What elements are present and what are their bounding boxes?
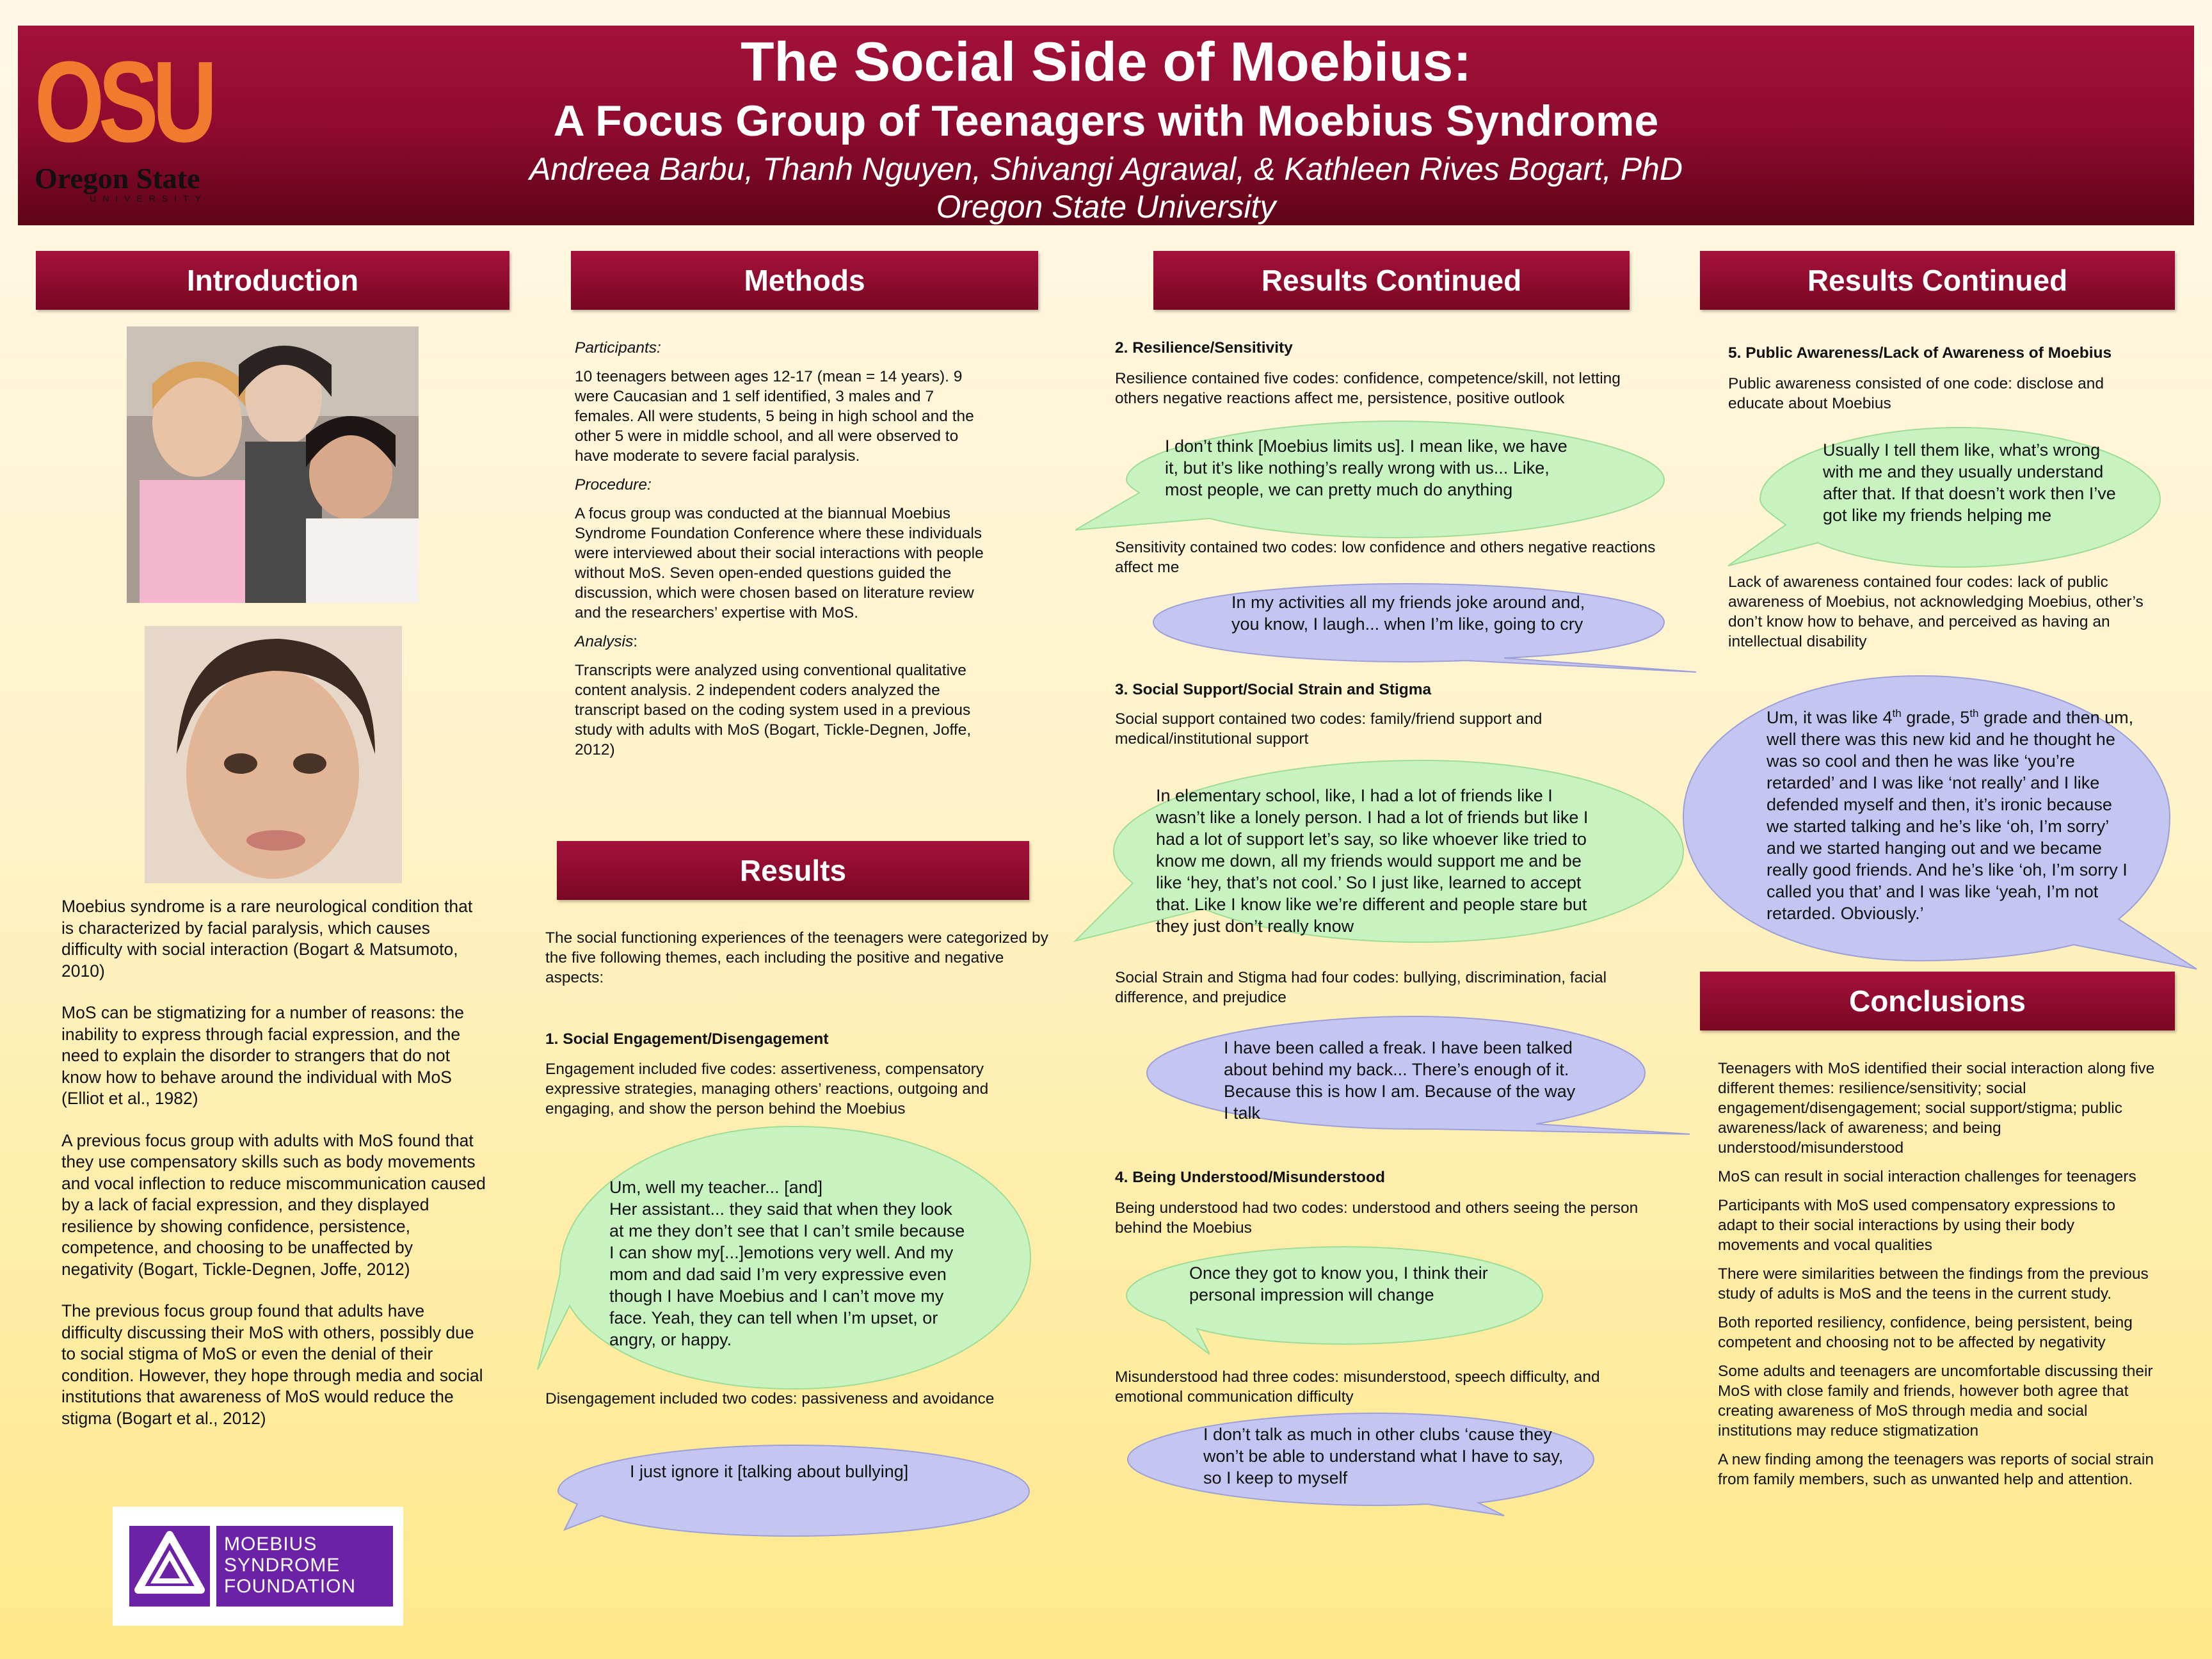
conclusion-item: There were similarities between the findings from the previous study of adults is MoS and the teens in the current study. [1718, 1265, 2149, 1302]
theme3-title: 3. Social Support/Social Strain and Stigma [1115, 681, 1432, 698]
theme5-title: 5. Public Awareness/Lack of Awareness of Moebius [1728, 344, 2112, 362]
conclusion-item: Participants with MoS used compensatory expressions to adapt to their social interactions by using their body movements and vocal qualities [1718, 1197, 2115, 1254]
quote-grade: Um, it was like 4th grade, 5th grade and then um, well there was this new kid and he thought he was so cool and then he was like ‘you’re retarded’ and I was like ‘not really’ and I like defended myself and then, it’s ironic because we started talking and he’s like ‘oh, I’m sorry’ and we started hanging out and we became really good friends. And he’s like ‘oh, I’m sorry I called you that’ and I was like ‘yeah, I’m not retarded. Obviously.’ [1767, 707, 2134, 923]
conclusion-item: MoS can result in social interaction challenges for teenagers [1718, 1168, 2136, 1185]
quote-freak: I have been called a freak. I have been talked about behind my back... There’s enough of it. Because this is how I am. Because of the way I talk [1224, 1038, 1576, 1123]
participants-label: Participants [575, 339, 657, 357]
poster-title: The Social Side of Moebius: [740, 31, 1472, 93]
conclusions-list [1718, 1059, 2157, 1498]
osu-sub: UNIVERSITY [90, 193, 208, 204]
quote-teacher: Um, well my teacher... [and] Her assistant... they said that when they look at me they don’t see that I can’t smile because I can show my[...]emotions very well. And my mom and dad said I’m very expressive even though I have Moebius and I can’t move my face. Yeah, they can tell when I’m upset, or angry, or happy. [609, 1178, 965, 1349]
intro-paragraph: Moebius syndrome is a rare neurological condition that is characterized by facial paralysis, which causes difficulty with social interaction (Bogart & Matsumoto, 2010) [61, 897, 473, 981]
moebius-foundation-logo [113, 1507, 403, 1626]
quote-elementary: In elementary school, like, I had a lot of friends like I wasn’t like a lonely person. I had a lot of friends but like I had a lot of support let’s say, so like whoever like tried to know me down, all my friends would support me and be like ‘hey, that’s not cool.’ So I just like, learned to accept that. Like I know like we’re different and people stare but they just don’t really know [1156, 786, 1589, 936]
lack-awareness-text: Lack of awareness contained four codes: lack of public awareness of Moebius, not acknowledging Moebius, other’s don’t know how to behave, and perceived as having an intellectual disability [1728, 573, 2144, 650]
teen-portrait-photo [145, 626, 402, 883]
quote-tell: Usually I tell them like, what’s wrong with me and they usually understand after that. If that doesn’t work then I’ve got like my friends helping me [1823, 440, 2116, 525]
theme2-title: 2. Resilience/Sensitivity [1115, 339, 1293, 357]
results-continued-heading-1: Results Continued [1153, 251, 1630, 310]
conclusion-item: Some adults and teenagers are uncomfortable discussing their MoS with close family and friends, however both agree that creating awareness of MoS through media and social institutions may reduce stigmatization [1718, 1363, 2153, 1439]
results-intro: The social functioning experiences of the teenagers were categorized by the five following themes, each including the positive and negative aspects: [545, 929, 1048, 986]
procedure-label: Procedure: [575, 476, 652, 493]
quote-ignore: I just ignore it [talking about bullying] [630, 1462, 909, 1481]
procedure-text: A focus group was conducted at the biannual Moebius Syndrome Foundation Conference where these individuals were interviewed about their social interactions with people without MoS. Seven open-ended questions guided the discussion, which were chosen based on literature review and the researchers’ expertise with MoS. [575, 505, 984, 621]
quote-joke: In my activities all my friends joke around and, you know, I laugh... when I’m like, going to cry [1231, 593, 1585, 634]
poster-subtitle: A Focus Group of Teenagers with Moebius Syndrome [553, 97, 1659, 145]
osu-letters: OSU [35, 38, 212, 166]
disengagement-text: Disengagement included two codes: passiveness and avoidance [545, 1390, 995, 1407]
conclusion-item: A new finding among the teenagers was reports of social strain from family members, such as unwanted help and attention. [1718, 1451, 2154, 1488]
affiliation: Oregon State University [936, 189, 1276, 225]
foundation-name: MOEBIUS SYNDROME FOUNDATION [216, 1526, 393, 1607]
intro-paragraph: The previous focus group found that adults have difficulty discussing their MoS with others, possibly due to social stigma of MoS or even the denial of their condition. However, they hope through media and social institutions that awareness of MoS would reduce the stigma (Bogart et al., 2012) [61, 1301, 483, 1428]
osu-name: Oregon State [35, 162, 200, 195]
strain-text: Social Strain and Stigma had four codes: bullying, discrimination, facial difference, and prejudice [1115, 969, 1607, 1006]
results-heading: Results [557, 841, 1029, 900]
methods-heading: Methods [571, 251, 1038, 310]
quote-clubs: I don’t talk as much in other clubs ‘cause they won’t be able to understand what I have to say, so I keep to myself [1203, 1425, 1564, 1487]
resilience-text: Resilience contained five codes: confidence, competence/skill, not letting others negative reactions affect me, persistence, positive outlook [1115, 370, 1621, 407]
introduction-heading: Introduction [36, 251, 509, 310]
conclusion-item: Teenagers with MoS identified their social interaction along five different themes: resilience/sensitivity; social engagement/disengagement; social support/stigma; public awareness/lack of awareness; and being understood/misunderstood [1718, 1060, 2155, 1157]
engagement-text: Engagement included five codes: assertiveness, compensatory expressive strategies, managing others’ reactions, outgoing and engaging, and show the person behind the Moebius [545, 1061, 989, 1118]
understood-text: Being understood had two codes: understood and others seeing the person behind the Moebius [1115, 1199, 1639, 1237]
conclusions-heading: Conclusions [1700, 972, 2175, 1030]
theme1-title: 1. Social Engagement/Disengagement [545, 1030, 829, 1048]
awareness-text: Public awareness consisted of one code: disclose and educate about Moebius [1728, 375, 2104, 412]
quote-bubble-ignore [550, 1440, 1050, 1549]
intro-paragraph: A previous focus group with adults with MoS found that they use compensatory skills such as body movements and vocal inflection to reduce miscommunication caused by a lack of facial expression, and they displayed resilience by showing confidence, persistence, competence, and choosing to be unaffected by negativity (Bogart, Tickle-Degnen, Joffe, 2012) [61, 1130, 486, 1279]
sensitivity-text: Sensitivity contained two codes: low confidence and others negative reactions affect me [1115, 539, 1656, 576]
quote-know-you: Once they got to know you, I think their personal impression will change [1189, 1263, 1488, 1304]
intro-paragraph: MoS can be stigmatizing for a number of reasons: the inability to express through facial expression, and the need to explain the disorder to strangers that do not know how to behave around the individual with MoS (Elliot et al., 1982) [61, 1003, 464, 1108]
support-text: Social support contained two codes: family/friend support and medical/institutional support [1115, 710, 1543, 748]
conclusion-item: Both reported resiliency, confidence, being persistent, being competent and choosing not to be affected by negativity [1718, 1314, 2133, 1351]
results-continued-heading-2: Results Continued [1700, 251, 2175, 310]
misunderstood-text: Misunderstood had three codes: misunderstood, speech difficulty, and emotional communication difficulty [1115, 1368, 1600, 1406]
introduction-body [61, 896, 488, 1450]
analysis-label: Analysis [575, 633, 634, 650]
analysis-text: Transcripts were analyzed using conventional qualitative content analysis. 2 independent coders analyzed the transcript based on the coding system used in a previous study with adults with MoS (Bogart, Tickle-Degnen, Joffe, 2012) [575, 662, 972, 758]
teen-group-photo [127, 326, 419, 603]
foundation-mark-icon [129, 1526, 210, 1607]
authors: Andreea Barbu, Thanh Nguyen, Shivangi Agrawal, & Kathleen Rives Bogart, PhD [529, 151, 1683, 187]
methods-body: Participants: 10 teenagers between ages 12-17 (mean = 14 years). 9 were Caucasian and 1 self identified, 3 males and 7 females. All were students, 5 being in high school and the other 5 were in middle school, and all were observed to have moderate to severe facial paralysis. Procedure: A focus group was conducted at the biannual Moebius Syndrome Foundation Conference where these individuals were interviewed about their social interactions with people without MoS. Seven open-ended questions guided the discussion, which were chosen based on literature review and the researchers’ expertise with MoS. Analysis: Transcripts were analyzed using conventional qualitative content analysis. 2 independent coders analyzed the transcript based on the coding system used in a previous study with adults with MoS (Bogart, Tickle-Degnen, Joffe, 2012) [575, 339, 984, 758]
theme4-title: 4. Being Understood/Misunderstood [1115, 1169, 1385, 1186]
quote-limits: I don’t think [Moebius limits us]. I mean like, we have it, but it’s like nothing’s really wrong with us... Like, most people, we can pretty much do anything [1165, 437, 1567, 499]
participants-text: 10 teenagers between ages 12-17 (mean = 14 years). 9 were Caucasian and 1 self identified, 3 males and 7 females. All were students, 5 being in high school and the other 5 were in middle school, and all were observed to have moderate to severe facial paralysis. [575, 368, 974, 465]
